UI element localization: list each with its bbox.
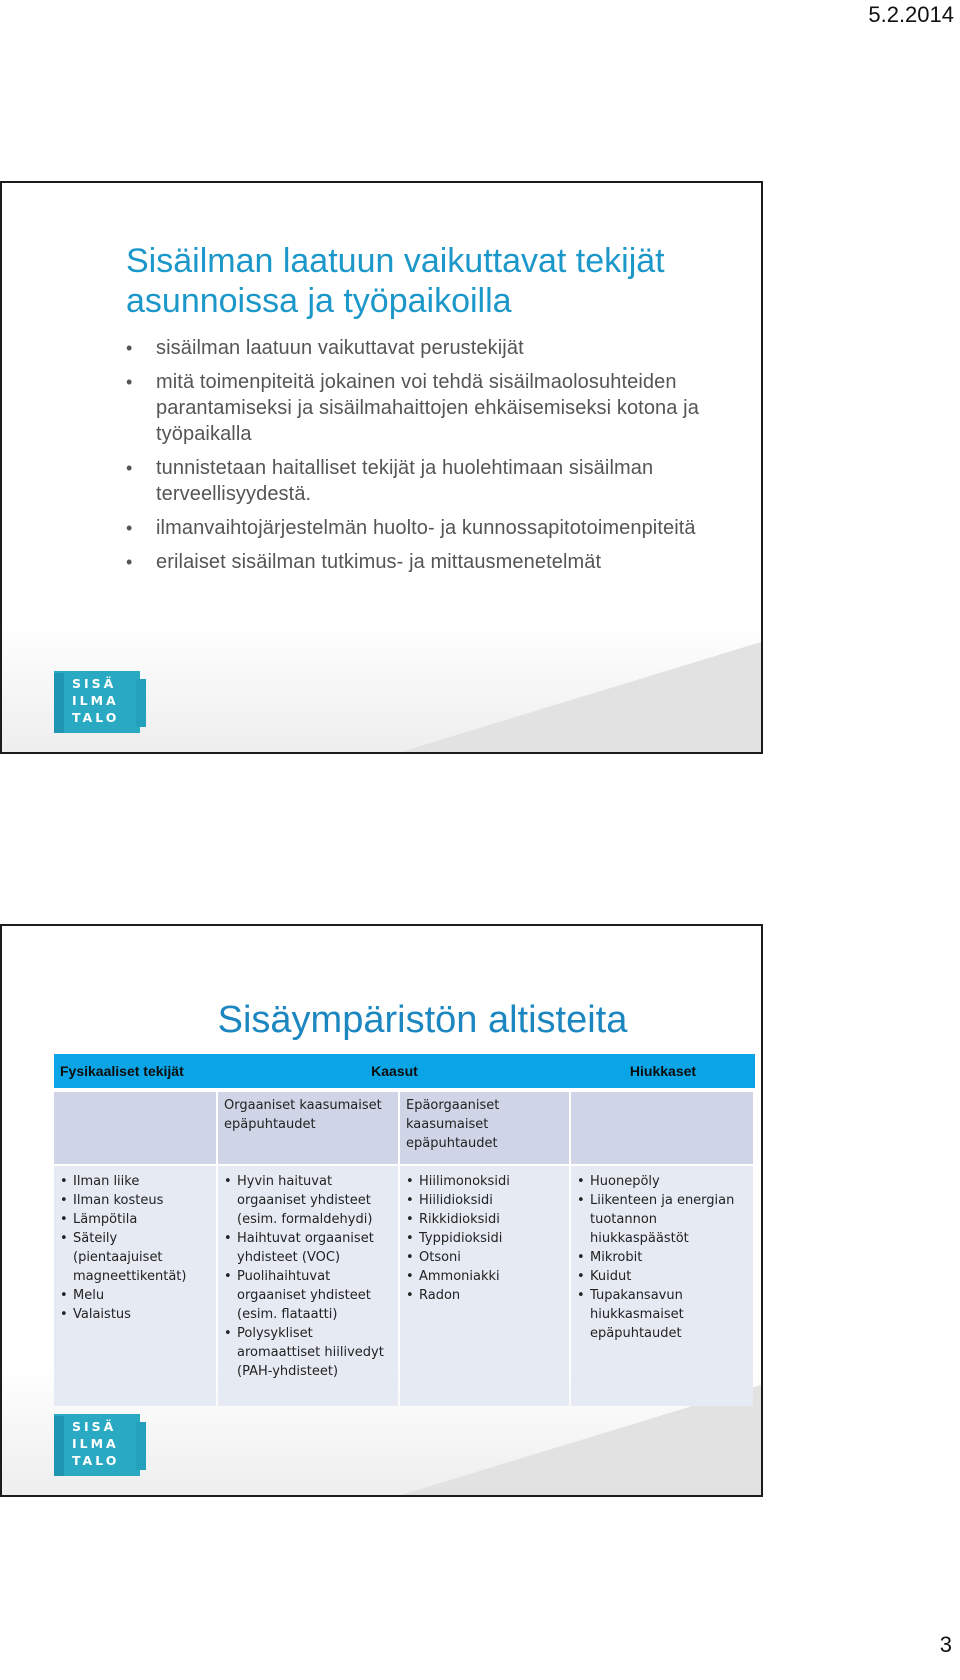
list-item: • Lämpötila bbox=[60, 1210, 210, 1229]
slide-2-title: Sisäympäristön altisteita bbox=[217, 999, 628, 1041]
slide-2 bbox=[0, 924, 763, 1497]
list-item: • Melu bbox=[60, 1286, 210, 1305]
col-organic bbox=[218, 1166, 398, 1406]
col-particles bbox=[571, 1166, 753, 1406]
table-body-row bbox=[54, 1166, 755, 1406]
bullet-item: • tunnistetaan haitalliset tekijät ja huolehtimaan sisäilman terveellisyydestä. bbox=[126, 455, 746, 507]
list-item: • Hiilidioksidi bbox=[406, 1191, 563, 1210]
header-particles: Hiukkaset bbox=[629, 1063, 697, 1079]
page-number: 3 bbox=[939, 1632, 952, 1657]
list-item: • Valaistus bbox=[60, 1305, 210, 1324]
list-item: • Otsoni bbox=[406, 1248, 563, 1267]
list-item: • Typpidioksidi bbox=[406, 1229, 563, 1248]
list-item: • Rikkidioksidi bbox=[406, 1210, 563, 1229]
col-physical bbox=[54, 1166, 216, 1406]
col-inorganic bbox=[400, 1166, 569, 1406]
slide-1-bullets bbox=[126, 335, 746, 583]
subheader-organic: Orgaaniset kaasumaiset epäpuhtaudet bbox=[218, 1092, 398, 1164]
list-item: • Huonepöly bbox=[577, 1172, 747, 1191]
header-physical: Fysikaaliset tekijät bbox=[60, 1063, 184, 1079]
table-subheader-row bbox=[54, 1092, 755, 1164]
list-item: • Hyvin haituvat orgaaniset yhdisteet (esim. formaldehydi) bbox=[224, 1172, 392, 1229]
table-header-row bbox=[54, 1054, 755, 1088]
list-item: • Ilman kosteus bbox=[60, 1191, 210, 1210]
sisailmatalo-logo: SISÄ ILMA TALO bbox=[54, 1414, 146, 1478]
list-item: • Säteily (pientaajuiset magneettikentät) bbox=[60, 1229, 210, 1286]
slide-1-title bbox=[126, 241, 746, 321]
subheader-cell bbox=[54, 1092, 216, 1164]
bullet-item: • mitä toimenpiteitä jokainen voi tehdä sisäilmaolosuhteiden parantamiseksi ja sisäilmahaittojen ehkäisemiseksi kotona ja työpaikalla bbox=[126, 369, 746, 447]
bullet-item: • erilaiset sisäilman tutkimus- ja mittausmenetelmät bbox=[126, 549, 746, 575]
page-date: 5.2.2014 bbox=[868, 2, 954, 27]
bullet-item: • ilmanvaihtojärjestelmän huolto- ja kunnossapitotoimenpiteitä bbox=[126, 515, 746, 541]
list-item: • Hiilimonoksidi bbox=[406, 1172, 563, 1191]
list-item: • Haihtuvat orgaaniset yhdisteet (VOC) bbox=[224, 1229, 392, 1267]
list-item: • Tupakansavun hiukkasmaiset epäpuhtaudet bbox=[577, 1286, 747, 1343]
subheader-inorganic: Epäorgaaniset kaasumaiset epäpuhtaudet bbox=[400, 1092, 569, 1164]
list-item: • Ammoniakki bbox=[406, 1267, 563, 1286]
title-line-2: asunnoissa ja työpaikoilla bbox=[126, 282, 512, 320]
header-gases: Kaasut bbox=[371, 1063, 418, 1079]
bullet-item: • sisäilman laatuun vaikuttavat perustekijät bbox=[126, 335, 746, 361]
list-item: • Radon bbox=[406, 1286, 563, 1305]
list-item: • Polysykliset aromaattiset hiilivedyt (PAH-yhdisteet) bbox=[224, 1324, 392, 1381]
list-item: • Kuidut bbox=[577, 1267, 747, 1286]
list-item: • Puolihaihtuvat orgaaniset yhdisteet (esim. flataatti) bbox=[224, 1267, 392, 1324]
exposure-table bbox=[54, 1054, 755, 1406]
list-item: • Ilman liike bbox=[60, 1172, 210, 1191]
sisailmatalo-logo: SISÄ ILMA TALO bbox=[54, 671, 146, 735]
slide-1 bbox=[0, 181, 763, 754]
list-item: • Mikrobit bbox=[577, 1248, 747, 1267]
subheader-cell bbox=[571, 1092, 753, 1164]
list-item: • Liikenteen ja energian tuotannon hiukkaspäästöt bbox=[577, 1191, 747, 1248]
title-line-1: Sisäilman laatuun vaikuttavat tekijät bbox=[126, 242, 665, 280]
